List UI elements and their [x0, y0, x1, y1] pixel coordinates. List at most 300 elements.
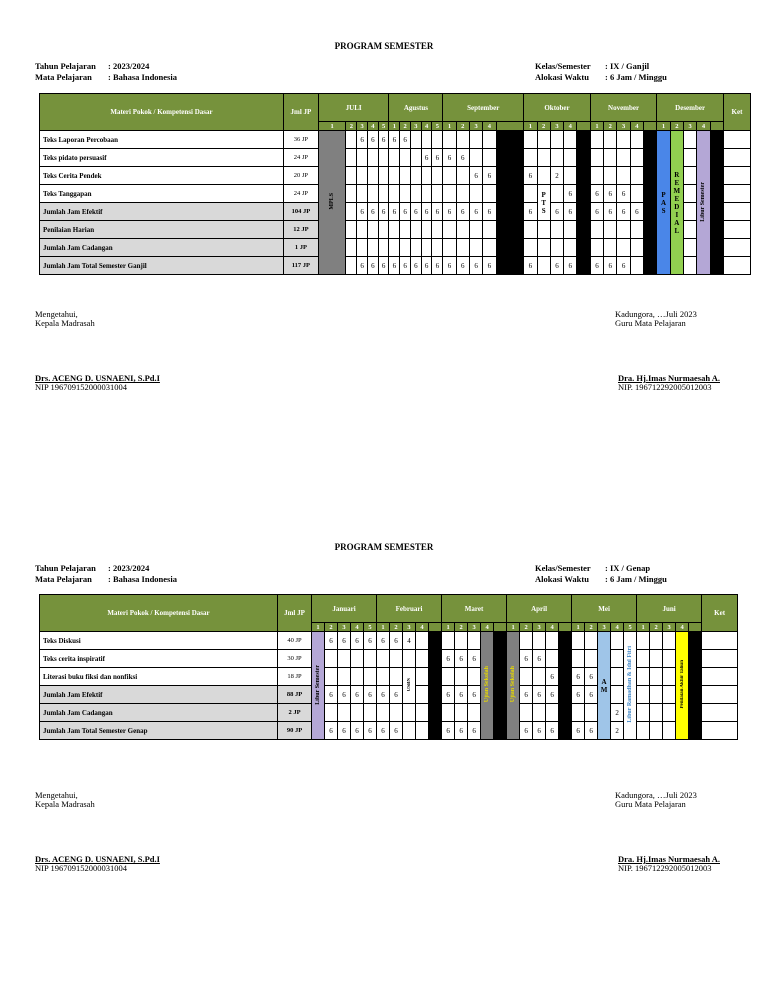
week-hours-cell: 6 — [550, 257, 563, 275]
week-cell — [432, 239, 443, 257]
week-cell — [723, 131, 750, 149]
week-cell — [546, 650, 559, 668]
row-label: Jumlah Jam Cadangan — [40, 704, 278, 722]
week-cell — [723, 149, 750, 167]
week-cell — [637, 668, 650, 686]
week-hours-cell: 6 — [455, 686, 468, 704]
week-cell — [483, 221, 496, 239]
col-header-materi: Materi Pokok / Kompetensi Dasar — [40, 94, 284, 131]
week-cell: 3 — [533, 623, 546, 632]
week-cell — [590, 239, 603, 257]
week-cell — [442, 704, 455, 722]
week-cell — [611, 650, 624, 668]
month-header: Agustus — [389, 94, 443, 122]
kepala-nip: NIP 196709152000031004 — [35, 863, 128, 873]
week-cell — [400, 167, 411, 185]
alokasi-label: Alokasi Waktu — [535, 574, 589, 584]
week-hours-cell: 6 — [550, 203, 563, 221]
week-cell — [689, 632, 702, 740]
week-cell: 2 — [456, 122, 469, 131]
week-cell: 4 — [630, 122, 643, 131]
week-cell — [351, 704, 364, 722]
week-cell — [723, 257, 750, 275]
week-cell — [378, 185, 389, 203]
week-cell — [357, 185, 368, 203]
week-cell — [710, 122, 723, 131]
week-cell — [559, 632, 572, 740]
week-cell — [630, 257, 643, 275]
week-hours-cell: 6 — [378, 131, 389, 149]
week-cell — [572, 650, 585, 668]
week-hours-cell: 6 — [351, 686, 364, 704]
week-cell — [421, 131, 432, 149]
week-cell — [572, 632, 585, 650]
row-label: Teks Tanggapan — [40, 185, 284, 203]
week-cell — [325, 668, 338, 686]
week-hours-cell: 6 — [389, 203, 400, 221]
week-hours-cell: 6 — [455, 650, 468, 668]
week-cell — [650, 650, 663, 668]
row-label: Teks pidato persuasif — [40, 149, 284, 167]
week-cell — [496, 122, 524, 131]
week-cell: 2 — [325, 623, 338, 632]
week-cell — [630, 239, 643, 257]
guru-nip: NIP. 196712292005012003 — [618, 863, 712, 873]
row-jp: 36 JP — [283, 131, 318, 149]
row-jp: 20 JP — [283, 167, 318, 185]
week-cell — [483, 131, 496, 149]
week-cell — [524, 131, 537, 149]
week-cell — [604, 167, 617, 185]
row-jp: 30 JP — [278, 650, 312, 668]
week-hours-cell: 6 — [572, 722, 585, 740]
schedule-table-ganjil — [39, 93, 751, 275]
week-cell — [468, 704, 481, 722]
week-cell — [325, 704, 338, 722]
week-cell — [550, 131, 563, 149]
week-cell — [429, 632, 442, 740]
week-hours-cell: 6 — [617, 203, 630, 221]
week-cell — [723, 203, 750, 221]
pas-block: P A S — [657, 131, 670, 275]
week-cell — [432, 221, 443, 239]
week-cell — [456, 221, 469, 239]
week-cell — [702, 650, 738, 668]
kelas-value: : IX / Ganjil — [605, 61, 650, 71]
week-cell — [400, 185, 411, 203]
week-cell — [537, 239, 550, 257]
row-jp: 24 JP — [283, 185, 318, 203]
week-cell — [443, 167, 456, 185]
week-hours-cell: 6 — [564, 203, 577, 221]
week-cell — [630, 167, 643, 185]
week-cell — [550, 185, 563, 203]
penilaian-block: Penilaian Akhir Tahun — [676, 632, 689, 740]
week-cell: 4 — [421, 122, 432, 131]
week-hours-cell: 6 — [400, 131, 411, 149]
week-cell — [637, 704, 650, 722]
week-hours-cell: 6 — [442, 722, 455, 740]
week-cell — [564, 149, 577, 167]
week-cell — [533, 632, 546, 650]
week-cell — [644, 131, 657, 275]
week-cell — [702, 668, 738, 686]
row-label: Teks cerita inspiratif — [40, 650, 278, 668]
week-cell — [630, 149, 643, 167]
week-cell — [564, 221, 577, 239]
week-cell — [456, 167, 469, 185]
week-cell — [390, 668, 403, 686]
week-cell: 2 — [390, 623, 403, 632]
ujian-block: Ujian Sekolah — [481, 632, 494, 740]
week-hours-cell: 6 — [590, 185, 603, 203]
week-cell: 3 — [410, 122, 421, 131]
week-hours-cell: 6 — [338, 632, 351, 650]
week-cell — [410, 131, 421, 149]
week-cell — [416, 632, 429, 650]
week-hours-cell: 6 — [364, 632, 377, 650]
ujian-block: Ujian Sekolah — [507, 632, 520, 740]
week-cell — [456, 239, 469, 257]
week-cell — [723, 221, 750, 239]
week-cell — [346, 167, 357, 185]
week-cell — [630, 221, 643, 239]
week-hours-cell: 6 — [443, 257, 456, 275]
week-cell — [443, 239, 456, 257]
week-cell — [346, 131, 357, 149]
week-cell: 1 — [572, 623, 585, 632]
kepala-name: Drs. ACENG D. USNAENI, S.Pd.I — [35, 373, 160, 383]
week-cell: 3 — [550, 122, 563, 131]
week-cell — [496, 131, 524, 275]
week-hours-cell: 6 — [572, 686, 585, 704]
week-cell — [483, 239, 496, 257]
week-hours-cell: 6 — [546, 686, 559, 704]
row-label: Jumlah Jam Efektif — [40, 686, 278, 704]
week-cell — [410, 221, 421, 239]
week-cell: 2 — [585, 623, 598, 632]
week-hours-cell: 6 — [483, 257, 496, 275]
week-cell — [564, 239, 577, 257]
tahun-label: Tahun Pelajaran — [35, 61, 96, 71]
week-cell — [442, 632, 455, 650]
week-cell: 3 — [468, 623, 481, 632]
week-cell — [351, 668, 364, 686]
week-hours-cell: 6 — [390, 632, 403, 650]
week-cell: 3 — [683, 122, 696, 131]
col-header-ket: Ket — [702, 595, 738, 632]
week-hours-cell: 6 — [357, 203, 368, 221]
week-cell: 1 — [318, 122, 346, 131]
week-cell — [537, 167, 550, 185]
alokasi-value: : 6 Jam / Minggu — [605, 574, 667, 584]
month-header: November — [590, 94, 657, 122]
row-jp: 117 JP — [283, 257, 318, 275]
week-cell — [378, 149, 389, 167]
week-hours-cell: 6 — [338, 722, 351, 740]
week-cell — [429, 623, 442, 632]
week-cell: 1 — [590, 122, 603, 131]
kepala-name: Drs. ACENG D. USNAENI, S.Pd.I — [35, 854, 160, 864]
week-cell: 3 — [338, 623, 351, 632]
week-cell — [550, 239, 563, 257]
week-cell — [710, 131, 723, 275]
week-cell: 1 — [507, 623, 520, 632]
place-date: Kadungora, …Juli 2023 — [615, 790, 697, 800]
week-cell — [378, 167, 389, 185]
week-cell — [537, 131, 550, 149]
week-cell — [357, 239, 368, 257]
kelas-label: Kelas/Semester — [535, 563, 591, 573]
signature-left-genap — [35, 791, 160, 873]
month-header: Oktober — [524, 94, 591, 122]
row-jp: 12 JP — [283, 221, 318, 239]
week-cell — [590, 167, 603, 185]
row-jp: 88 JP — [278, 686, 312, 704]
week-cell: 2 — [455, 623, 468, 632]
week-hours-cell: 6 — [400, 257, 411, 275]
week-cell — [367, 185, 378, 203]
month-header: Mei — [572, 595, 637, 623]
week-cell — [564, 131, 577, 149]
week-cell — [377, 704, 390, 722]
month-header: Maret — [442, 595, 507, 623]
week-cell: 3 — [403, 623, 416, 632]
week-cell — [577, 122, 590, 131]
week-cell — [564, 167, 577, 185]
week-hours-cell: 6 — [421, 203, 432, 221]
week-hours-cell: 6 — [442, 650, 455, 668]
month-header: Juni — [637, 595, 702, 623]
week-cell — [443, 185, 456, 203]
mpls-block: MPLS — [318, 131, 346, 275]
week-cell — [650, 722, 663, 740]
week-cell — [416, 668, 429, 686]
week-cell — [537, 221, 550, 239]
week-cell: 1 — [443, 122, 456, 131]
week-cell — [585, 650, 598, 668]
week-cell: 4 — [416, 623, 429, 632]
week-cell — [483, 185, 496, 203]
week-hours-cell: 6 — [390, 722, 403, 740]
week-hours-cell: 6 — [468, 686, 481, 704]
week-cell — [367, 221, 378, 239]
week-hours-cell: 6 — [367, 131, 378, 149]
week-cell — [663, 650, 676, 668]
usbn-block: USBN — [403, 668, 416, 704]
row-label: Teks Cerita Pendek — [40, 167, 284, 185]
week-cell — [421, 239, 432, 257]
week-hours-cell: 2 — [550, 167, 563, 185]
week-cell — [689, 623, 702, 632]
week-cell — [357, 167, 368, 185]
week-cell: 3 — [357, 122, 368, 131]
week-cell — [389, 221, 400, 239]
week-hours-cell: 6 — [421, 257, 432, 275]
week-cell — [520, 668, 533, 686]
week-cell — [389, 185, 400, 203]
week-hours-cell: 6 — [468, 650, 481, 668]
signature-right-ganjil — [615, 310, 720, 392]
mapel-value: : Bahasa Indonesia — [108, 72, 177, 82]
week-cell — [683, 131, 696, 149]
week-cell — [389, 149, 400, 167]
month-header: Desember — [657, 94, 724, 122]
week-hours-cell: 6 — [590, 257, 603, 275]
week-cell — [604, 131, 617, 149]
week-cell — [617, 221, 630, 239]
info-right-ganjil — [535, 61, 667, 83]
week-cell — [400, 239, 411, 257]
week-cell — [683, 257, 696, 275]
week-cell — [650, 704, 663, 722]
week-cell — [483, 149, 496, 167]
week-cell — [650, 632, 663, 650]
week-cell — [723, 167, 750, 185]
week-cell: 4 — [546, 623, 559, 632]
week-cell — [367, 239, 378, 257]
week-cell: 4 — [367, 122, 378, 131]
week-hours-cell: 6 — [483, 203, 496, 221]
week-cell — [524, 185, 537, 203]
week-cell — [367, 149, 378, 167]
week-cell: 1 — [524, 122, 537, 131]
week-hours-cell: 6 — [432, 203, 443, 221]
week-hours-cell: 6 — [378, 257, 389, 275]
week-cell — [590, 221, 603, 239]
week-hours-cell: 6 — [469, 167, 482, 185]
week-hours-cell: 6 — [564, 257, 577, 275]
week-cell — [590, 149, 603, 167]
table-row — [40, 632, 738, 650]
week-cell — [617, 239, 630, 257]
week-cell — [494, 623, 507, 632]
week-cell — [421, 221, 432, 239]
week-cell — [585, 632, 598, 650]
week-cell — [455, 704, 468, 722]
week-hours-cell: 6 — [351, 632, 364, 650]
week-cell — [637, 650, 650, 668]
week-cell — [456, 185, 469, 203]
week-cell — [403, 722, 416, 740]
week-cell: 4 — [351, 623, 364, 632]
week-cell — [346, 203, 357, 221]
week-cell — [650, 686, 663, 704]
kelas-value: : IX / Genap — [605, 563, 651, 573]
week-cell — [637, 686, 650, 704]
week-hours-cell: 6 — [585, 668, 598, 686]
week-hours-cell: 6 — [432, 149, 443, 167]
week-hours-cell: 6 — [533, 686, 546, 704]
week-cell: 1 — [657, 122, 670, 131]
col-header-jml: Jml JP — [283, 94, 318, 131]
week-cell — [663, 668, 676, 686]
week-hours-cell: 6 — [389, 257, 400, 275]
week-hours-cell: 6 — [367, 257, 378, 275]
week-cell — [663, 722, 676, 740]
week-cell — [410, 167, 421, 185]
week-cell — [550, 149, 563, 167]
row-jp: 2 JP — [278, 704, 312, 722]
week-cell — [432, 185, 443, 203]
week-cell — [389, 167, 400, 185]
week-cell — [546, 704, 559, 722]
week-cell — [357, 221, 368, 239]
guru-title: Guru Mata Pelajaran — [615, 318, 686, 328]
week-hours-cell: 6 — [469, 257, 482, 275]
week-cell — [455, 668, 468, 686]
week-hours-cell: 6 — [443, 203, 456, 221]
row-jp: 104 JP — [283, 203, 318, 221]
week-cell — [617, 149, 630, 167]
week-cell: 4 — [564, 122, 577, 131]
week-cell — [390, 704, 403, 722]
week-cell — [683, 149, 696, 167]
week-cell: 2 — [650, 623, 663, 632]
week-hours-cell: 6 — [590, 203, 603, 221]
week-hours-cell: 2 — [611, 704, 624, 722]
info-right-genap — [535, 563, 667, 585]
week-cell — [572, 704, 585, 722]
week-cell — [637, 722, 650, 740]
week-hours-cell: 6 — [367, 203, 378, 221]
week-cell — [400, 221, 411, 239]
week-cell — [364, 650, 377, 668]
week-cell — [630, 185, 643, 203]
table-row — [40, 131, 751, 149]
row-label: Literasi buku fiksi dan nonfiksi — [40, 668, 278, 686]
week-cell — [442, 668, 455, 686]
week-hours-cell: 6 — [377, 722, 390, 740]
week-cell: 3 — [598, 623, 611, 632]
info-left-genap — [35, 563, 177, 585]
tahun-value: : 2023/2024 — [108, 61, 150, 71]
mengetahui-text: Mengetahui, — [35, 790, 78, 800]
week-cell — [611, 632, 624, 650]
guru-nip: NIP. 196712292005012003 — [618, 382, 712, 392]
kepala-title: Kepala Madrasah — [35, 318, 95, 328]
week-hours-cell: 6 — [604, 257, 617, 275]
week-hours-cell: 6 — [364, 722, 377, 740]
week-hours-cell: 6 — [524, 203, 537, 221]
week-cell — [683, 203, 696, 221]
week-cell — [702, 686, 738, 704]
week-cell: 2 — [670, 122, 683, 131]
week-cell — [416, 722, 429, 740]
row-label: Teks Laporan Percobaan — [40, 131, 284, 149]
week-cell — [524, 221, 537, 239]
week-cell — [377, 650, 390, 668]
week-cell — [432, 131, 443, 149]
week-cell: 2 — [537, 122, 550, 131]
month-header: Januari — [312, 595, 377, 623]
week-cell: 1 — [442, 623, 455, 632]
week-cell: 4 — [483, 122, 496, 131]
week-cell — [611, 668, 624, 686]
week-cell — [443, 131, 456, 149]
week-hours-cell: 6 — [456, 257, 469, 275]
week-cell — [338, 668, 351, 686]
week-cell — [346, 257, 357, 275]
week-cell — [637, 632, 650, 650]
alokasi-label: Alokasi Waktu — [535, 72, 589, 82]
week-cell — [403, 704, 416, 722]
week-hours-cell: 6 — [421, 149, 432, 167]
week-cell — [364, 668, 377, 686]
week-cell — [469, 149, 482, 167]
week-cell — [378, 239, 389, 257]
week-cell — [650, 668, 663, 686]
